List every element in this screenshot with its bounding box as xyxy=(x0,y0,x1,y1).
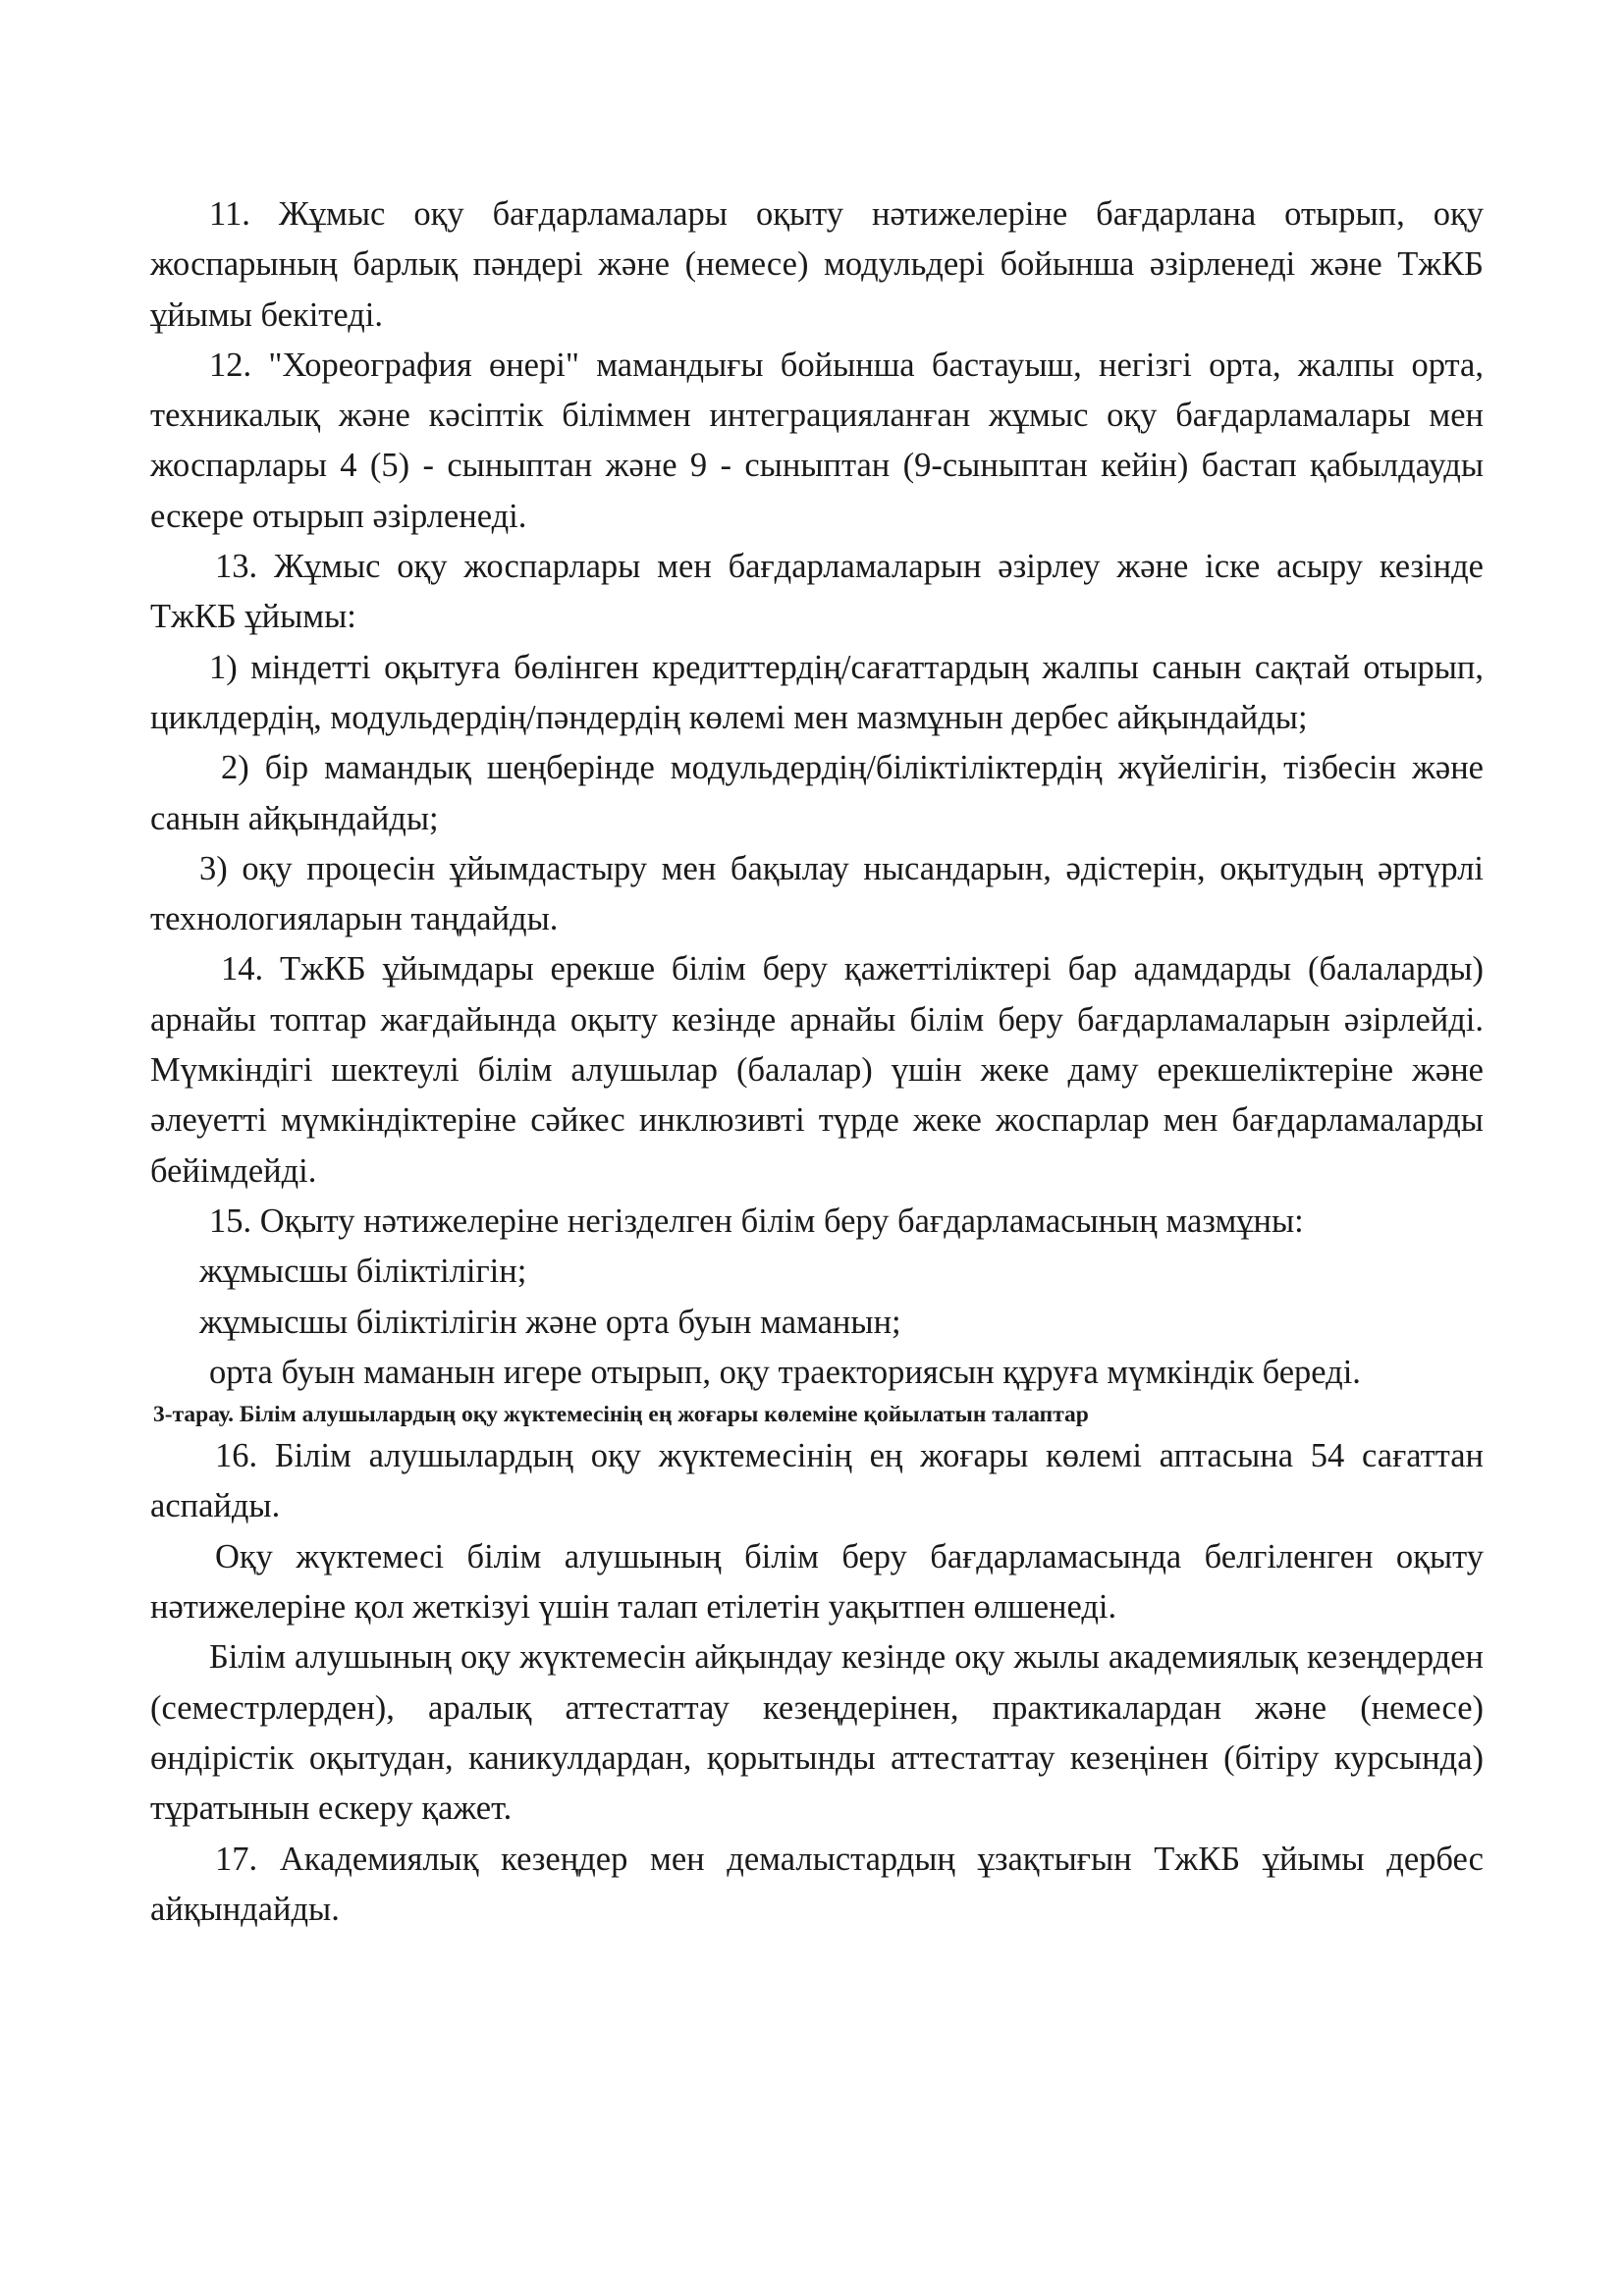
paragraph-11: 11. Жұмыс оқу бағдарламалары оқыту нәтижелеріне бағдарлана отырып, оқу жоспарының барлық пәндері және (немесе) модульдері бойынша әзірленеді және ТжКБ ұйымы бекітеді. xyxy=(150,195,1484,334)
paragraph-16: 16. Білім алушылардың оқу жүктемесінің ең жоғары көлемі аптасына 54 сағаттан аспайды. xyxy=(150,1437,1484,1525)
paragraph-16-text-2: Оқу жүктемесі білім алушының білім беру бағдарламасында белгіленген оқыту нәтижелеріне қол жеткізуі үшін талап етілетін уақытпен өлшенеді. xyxy=(150,1537,1484,1627)
section-3-heading: 3-тарау. Білім алушылардың оқу жүктемесінің ең жоғары көлеміне қойылатын талаптар xyxy=(153,1402,1089,1428)
paragraph-15-item-2: жұмысшы біліктілігін және орта буын маманын; xyxy=(199,1303,901,1341)
paragraph-13: 13. Жұмыс оқу жоспарлары мен бағдарламаларын әзірлеу және іске асыру кезінде ТжКБ ұйымы: xyxy=(150,548,1484,636)
paragraph-12: 12. "Хореография өнері" мамандығы бойынша бастауыш, негізгі орта, жалпы орта, техникалық және кәсіптік біліммен интеграцияланған жұмыс оқу бағдарламалары мен жоспарлары 4 (5) - сыныптан және 9 - сыныптан (9-сыныптан кейін) бастап қабылдауды ескере отырып әзірленеді. xyxy=(150,346,1484,535)
paragraph-17: 17. Академиялық кезеңдер мен демалыстардың ұзақтығын ТжКБ ұйымы дербес айқындайды. xyxy=(150,1840,1484,1928)
paragraph-13-item-1: 1) міндетті оқытуға бөлінген кредиттердің/сағаттардың жалпы санын сақтай отырып, циклдердің, модульдердің/пәндердің көлемі мен мазмұнын дербес айқындайды; xyxy=(150,648,1484,736)
document-body xyxy=(150,189,1484,1935)
paragraph-15-item-1: жұмысшы біліктілігін; xyxy=(199,1253,527,1291)
paragraph-15-item-3: орта буын маманын игере отырып, оқу траекториясын құруға мүмкіндік береді. xyxy=(209,1353,1361,1391)
paragraph-14: 14. ТжКБ ұйымдары ерекше білім беру қажеттіліктері бар адамдарды (балаларды) арнайы топтар жағдайында оқыту кезінде арнайы білім беру бағдарламаларын әзірлейді. Мүмкіндігі шектеулі білім алушылар (балалар) үшін жеке даму ерекшеліктеріне және әлеуетті мүмкіндіктеріне сәйкес инклюзивті түрде жеке жоспарлар мен бағдарламаларды бейімдейді. xyxy=(150,950,1484,1190)
paragraph-15: 15. Оқыту нәтижелеріне негізделген білім беру бағдарламасының мазмұны: xyxy=(209,1201,1304,1240)
paragraph-13-item-3: 3) оқу процесін ұйымдастыру мен бақылау нысандарын, әдістерін, оқытудың әртүрлі технологияларын таңдайды. xyxy=(150,849,1484,938)
paragraph-16-text-3: Білім алушының оқу жүктемесін айқындау кезінде оқу жылы академиялық кезеңдерден (семестрлерден), аралық аттестаттау кезеңдерінен, практикалардан және (немесе) өндірістік оқытудан, каникулдардан, қорытынды аттестаттау кезеңінен (бітіру курсында) тұратынын ескеру қажет. xyxy=(150,1638,1484,1828)
paragraph-13-item-2: 2) бір мамандық шеңберінде модульдердің/біліктіліктердің жүйелігін, тізбесін және санын айқындайды; xyxy=(150,749,1484,837)
